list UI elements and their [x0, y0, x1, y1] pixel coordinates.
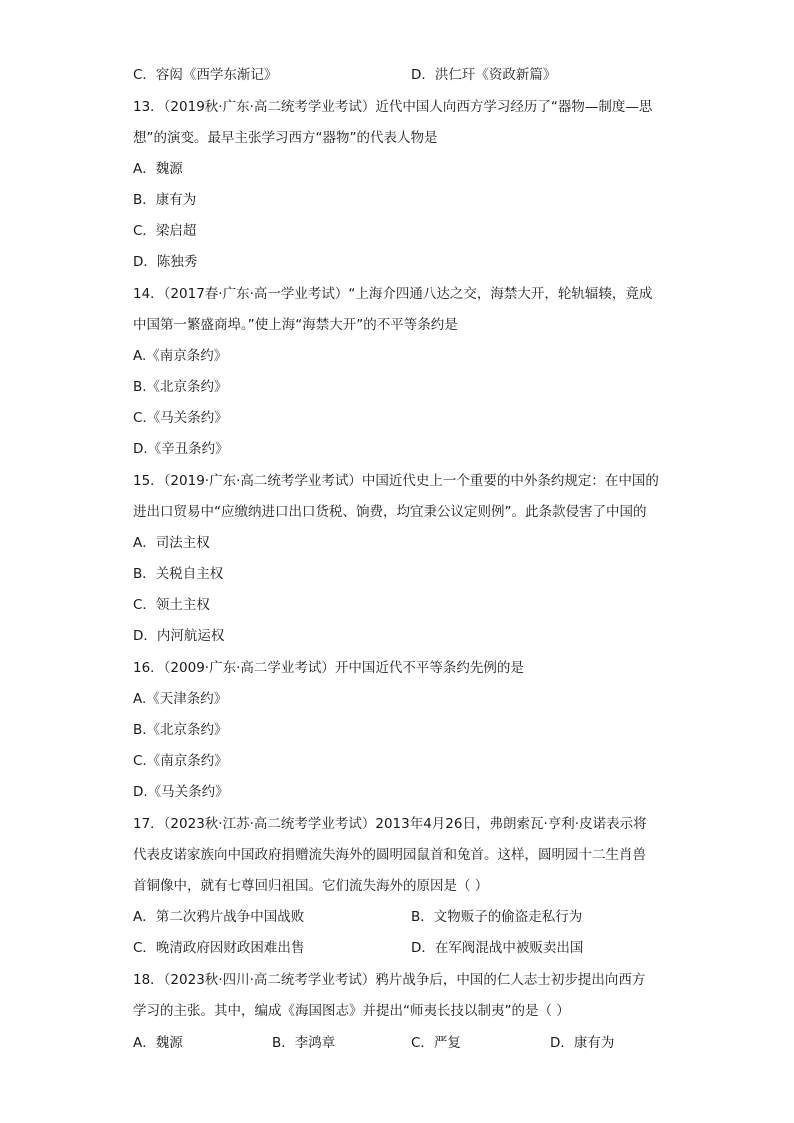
question-16-option-a: A.《天津条约》	[133, 691, 228, 707]
question-17-stem-line-2: 代表皮诺家族向中国政府捐赠流失海外的圆明园鼠首和兔首。这样，圆明园十二生肖兽	[133, 847, 646, 863]
question-14-option-a: A.《南京条约》	[133, 348, 228, 364]
option-d-q12: D．洪仁玕《资政新篇》	[411, 67, 557, 83]
question-16-option-d: D.《马关条约》	[133, 784, 229, 800]
question-18-option-d: D．康有为	[550, 1035, 615, 1051]
question-14-option-d: D.《辛丑条约》	[133, 441, 229, 457]
question-15-option-a: A．司法主权	[133, 535, 210, 551]
question-13-option-d: D．陈独秀	[133, 254, 198, 270]
question-18-option-a: A．魏源	[133, 1035, 183, 1051]
question-16-stem-line-1: 16．（2009·广东·高二学业考试）开中国近代不平等条约先例的是	[133, 660, 524, 676]
question-17-stem-line-3: 首铜像中，就有七尊回归祖国。它们流失海外的原因是（ ）	[133, 878, 489, 894]
question-15-option-b: B．关税自主权	[133, 566, 224, 582]
question-15-option-c: C．领土主权	[133, 597, 210, 613]
question-17-option-a: A．第二次鸦片战争中国战败	[133, 909, 305, 925]
option-c-q12: C．容闳《西学东渐记》	[133, 67, 278, 83]
question-14-stem-line-1: 14．（2017春·广东·高一学业考试）“上海介四通八达之交，海禁大开，轮轨辐辏，竟成	[133, 286, 653, 302]
question-14-stem-line-2: 中国第一繁盛商埠。”使上海“海禁大开”的不平等条约是	[133, 317, 458, 333]
question-18-stem-line-1: 18．（2023秋·四川·高二统考学业考试）鸦片战争后，中国的仁人志士初步提出向西方	[133, 972, 646, 988]
question-16-option-c: C.《南京条约》	[133, 753, 228, 769]
question-15-stem-line-1: 15．（2019·广东·高二统考学业考试）中国近代史上一个重要的中外条约规定：在中国的	[133, 473, 659, 489]
question-15-option-d: D．内河航运权	[133, 628, 225, 644]
question-17-option-b: B．文物贩子的偷盗走私行为	[411, 909, 583, 925]
question-17-option-c: C．晚清政府因财政困难出售	[133, 940, 305, 956]
question-13-stem-line-2: 想”的演变。最早主张学习西方“器物”的代表人物是	[133, 130, 438, 146]
question-18-option-b: B．李鸿章	[272, 1035, 336, 1051]
question-18-stem-line-2: 学习的主张。其中，编成《海国图志》并提出“师夷长技以制夷”的是（ ）	[133, 1003, 570, 1019]
question-16-option-b: B.《北京条约》	[133, 722, 228, 738]
question-14-option-b: B.《北京条约》	[133, 379, 228, 395]
question-13-option-c: C．梁启超	[133, 223, 197, 239]
question-13-option-b: B．康有为	[133, 192, 197, 208]
question-17-option-d: D．在军阀混战中被贩卖出国	[411, 940, 584, 956]
question-18-option-c: C．严复	[411, 1035, 461, 1051]
question-14-option-c: C.《马关条约》	[133, 410, 228, 426]
question-13-stem-line-1: 13．（2019秋·广东·高二统考学业考试）近代中国人向西方学习经历了“器物—制度—思	[133, 99, 653, 115]
question-15-stem-line-2: 进出口贸易中“应缴纳进口出口货税、饷费，均宜秉公议定则例”。此条款侵害了中国的	[133, 504, 647, 520]
question-17-stem-line-1: 17．（2023秋·江苏·高二统考学业考试）2013年4月26日，弗朗索瓦·亨利·皮诺表示将	[133, 816, 647, 832]
question-13-option-a: A．魏源	[133, 161, 183, 177]
